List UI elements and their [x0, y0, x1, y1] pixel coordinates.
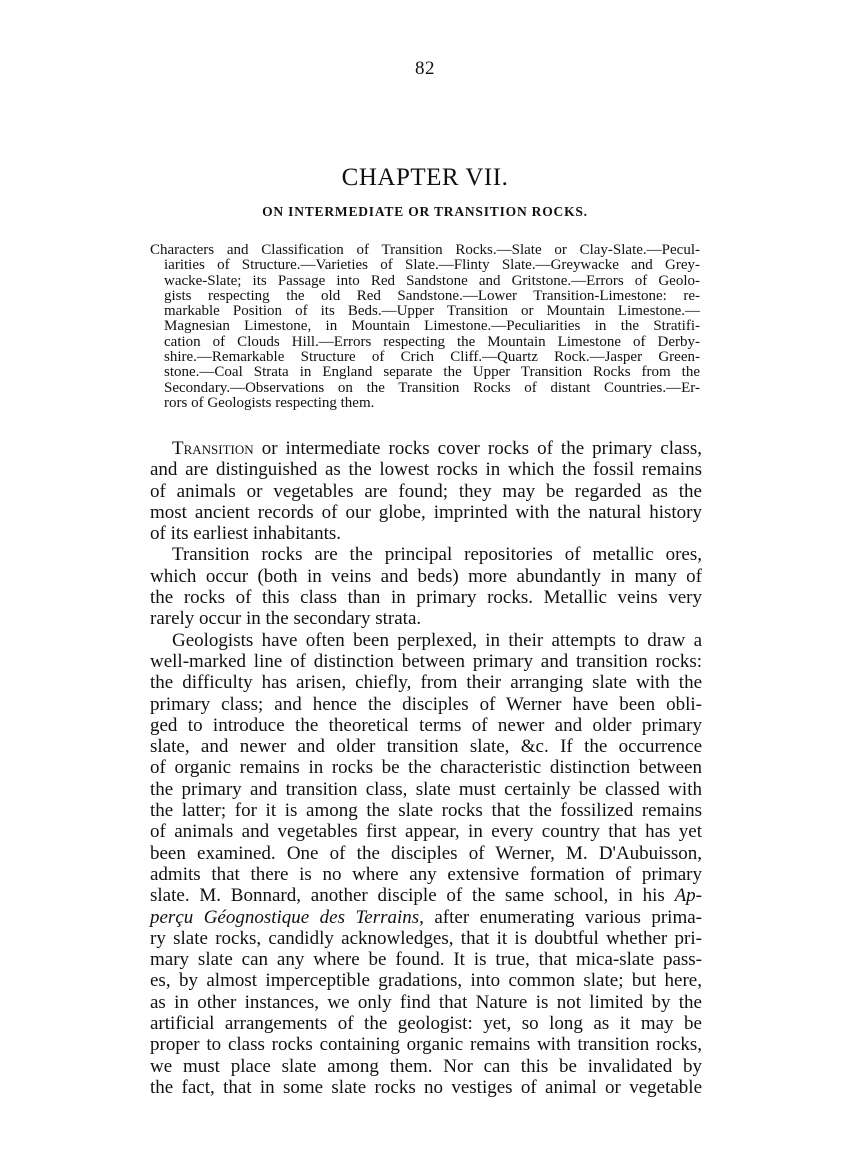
body-line	[150, 438, 702, 459]
summary-line: gists respecting the old Red Sandstone.—Lower Transition-Limestone: re-	[164, 287, 700, 304]
summary-line: wacke-Slate; its Passage into Red Sandstone and Gritstone.—Errors of Geolo-	[164, 272, 700, 289]
body-line: of animals or vegetables are found; they may be regarded as the	[150, 480, 702, 502]
body-line: ged to introduce the theoretical terms of newer and older primary	[150, 714, 702, 736]
book-title-italic: perçu Géognostique des Terrains,	[150, 906, 424, 928]
body-line: es, by almost imperceptible gradations, into common slate; but here,	[150, 970, 702, 992]
body-line: ry slate rocks, candidly acknowledges, that it is doubtful whether pri-	[150, 927, 702, 949]
body-line	[150, 885, 702, 906]
chapter-title: CHAPTER VII.	[341, 164, 509, 191]
book-title-italic: Ap-	[674, 885, 702, 907]
body-line: been examined. One of the disciples of Werner, M. D'Aubuisson,	[150, 842, 702, 864]
body-line: we must place slate among them. Nor can this be invalidated by	[150, 1055, 702, 1077]
body-line-text: or intermediate rocks cover rocks of the primary class,	[253, 438, 702, 459]
summary-line: Characters and Classification of Transition Rocks.—Slate or Clay-Slate.—Pecul-	[150, 242, 700, 258]
summary-line: iarities of Structure.—Varieties of Slate.—Flinty Slate.—Greywacke and Grey-	[164, 257, 700, 274]
summary-line: rors of Geologists respecting them.	[164, 394, 375, 411]
summary-line: Secondary.—Observations on the Transition Rocks of distant Countries.—Er-	[164, 379, 700, 396]
body-line: Transition rocks are the principal repositories of metallic ores,	[172, 544, 702, 566]
body-line: the latter; for it is among the slate rocks that the fossilized remains	[150, 800, 702, 822]
body-line: the rocks of this class than in primary rocks. Metallic veins very	[150, 587, 702, 609]
summary-line: Magnesian Limestone, in Mountain Limestone.—Peculiarities in the Stratifi-	[164, 318, 700, 335]
body-line: most ancient records of our globe, imprinted with the natural history	[150, 501, 702, 523]
summary-line: shire.—Remarkable Structure of Crich Cliff.—Quartz Rock.—Jasper Green-	[164, 349, 700, 366]
body-line: of its earliest inhabitants.	[150, 523, 342, 545]
body-line: the fact, that in some slate rocks no vestiges of animal or vegetable	[150, 1076, 702, 1098]
body-line: of organic remains in rocks be the characteristic distinction between	[150, 757, 702, 779]
body-line: artificial arrangements of the geologist: yet, so long as it may be	[150, 1013, 702, 1035]
body-line: as in other instances, we only find that Nature is not limited by the	[150, 991, 702, 1013]
body-line: the primary and transition class, slate must certainly be classed with	[150, 778, 702, 800]
body-line: Geologists have often been perplexed, in their attempts to draw a	[172, 629, 702, 651]
body-line: rarely occur in the secondary strata.	[150, 608, 422, 630]
body-text	[150, 438, 702, 1098]
body-line: slate, and newer and older transition slate, &c. If the occurrence	[150, 736, 702, 758]
chapter-summary	[150, 243, 700, 411]
body-line: admits that there is no where any extensive formation of primary	[150, 863, 702, 885]
body-line-text: after enumerating various prima-	[423, 906, 702, 928]
summary-line: stone.—Coal Strata in England separate the Upper Transition Rocks from the	[164, 364, 700, 381]
body-line-text: slate. M. Bonnard, another disciple of the same school, in his	[150, 885, 675, 907]
page-number: 82	[415, 58, 435, 79]
body-line: primary class; and hence the disciples of Werner have been obli-	[150, 693, 702, 715]
summary-line: markable Position of its Beds.—Upper Transition or Mountain Limestone.—	[164, 303, 700, 320]
body-line: mary slate can any where be found. It is true, that mica-slate pass-	[150, 949, 702, 971]
chapter-subtitle: ON INTERMEDIATE OR TRANSITION ROCKS.	[262, 204, 588, 219]
body-line: proper to class rocks containing organic remains with transition rocks,	[150, 1034, 702, 1056]
body-line	[150, 907, 702, 928]
summary-line: cation of Clouds Hill.—Errors respecting the Mountain Limestone of Derby-	[164, 333, 700, 350]
body-line: well-marked line of distinction between primary and transition rocks:	[150, 650, 702, 672]
body-line: and are distinguished as the lowest rocks in which the fossil remains	[150, 459, 702, 481]
body-line: of animals and vegetables first appear, in every country that has yet	[150, 821, 702, 843]
body-line: which occur (both in veins and beds) more abundantly in many of	[150, 565, 702, 587]
lead-word: Transition	[172, 438, 254, 459]
body-line: the difficulty has arisen, chiefly, from their arranging slate with the	[150, 672, 702, 694]
